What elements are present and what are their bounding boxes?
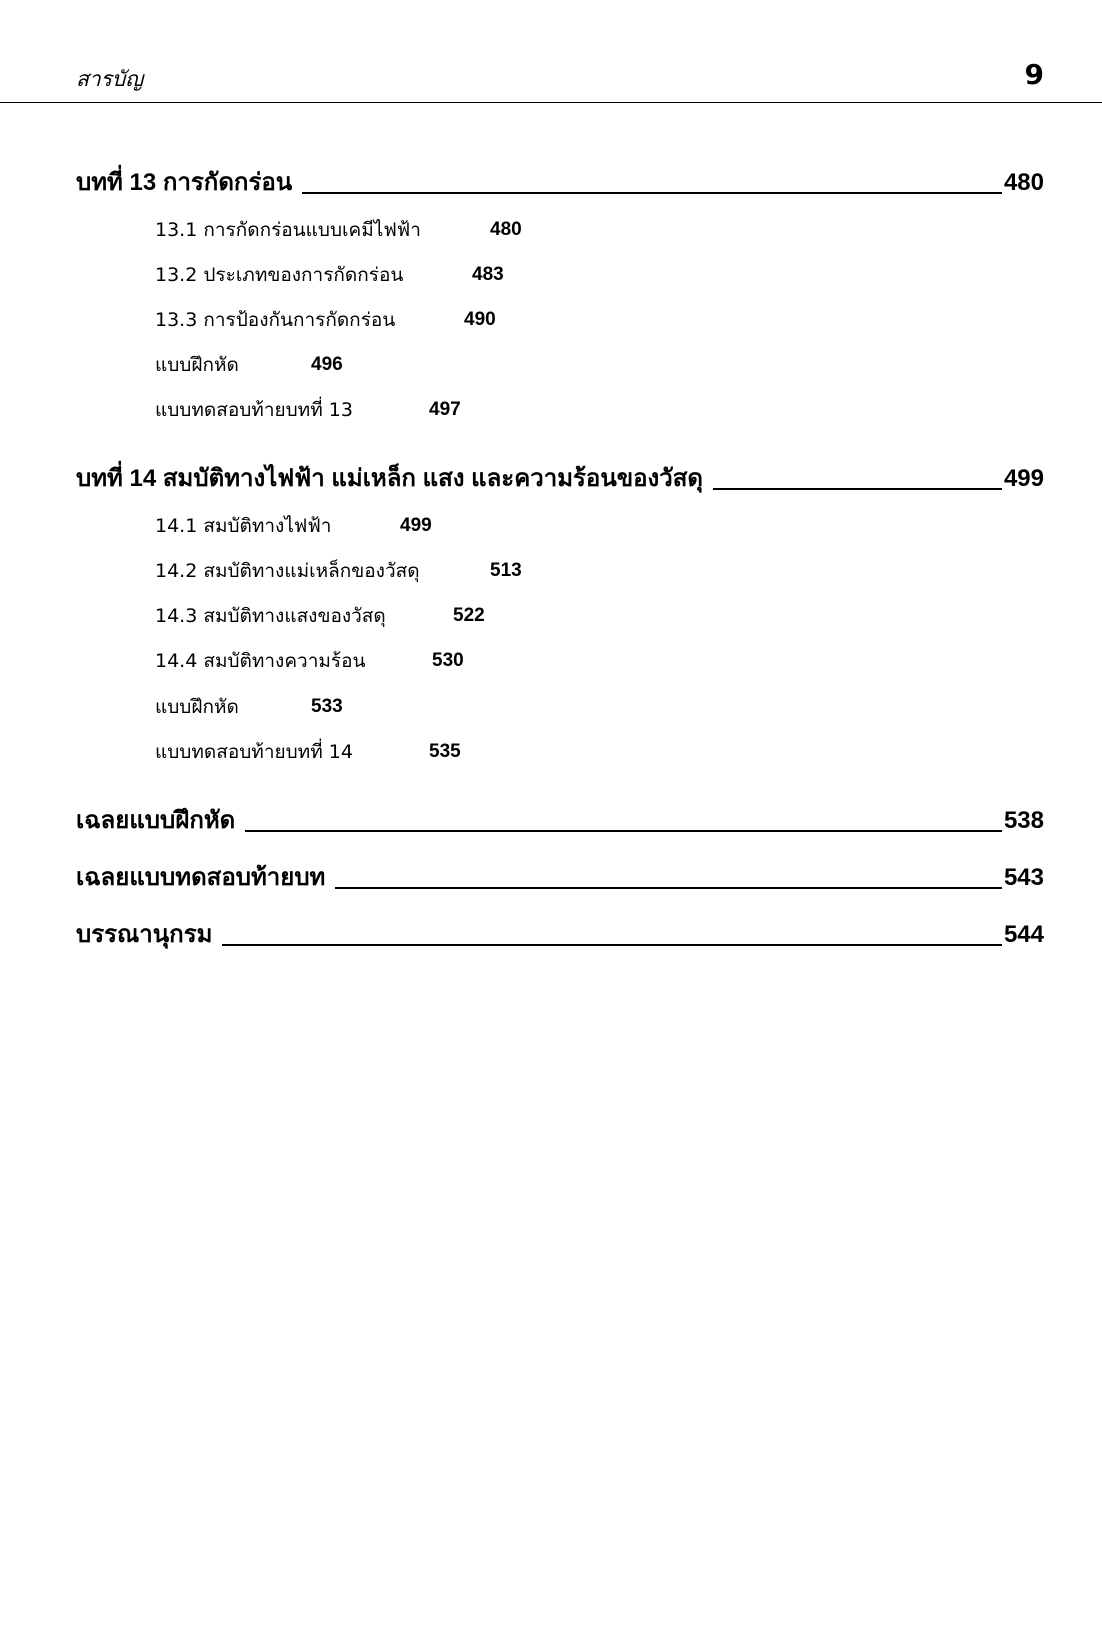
section-page: 483 [472,264,504,285]
section-title: แบบทดสอบท้ายบทที่ 14 [155,741,353,763]
section-page: 499 [400,515,432,536]
toc-chapter-13[interactable] [76,168,1044,198]
section-page: 522 [453,605,485,626]
toc-bibliography[interactable] [76,920,1044,950]
toc-chapter-14[interactable] [76,464,1044,494]
section-title: แบบฝึกหัด [155,696,239,718]
section-title: 13.1 การกัดกร่อนแบบเคมีไฟฟ้า [155,219,421,241]
page-number: 9 [1024,58,1044,91]
section-title: 14.1 สมบัติทางไฟฟ้า [155,515,332,537]
toc-answer-key-tests[interactable] [76,863,1044,893]
page-header [0,0,1102,103]
chapter-page: 499 [1003,465,1044,492]
section-title: 14.2 สมบัติทางแม่เหล็กของวัสดุ [155,560,420,582]
section-page: 490 [464,309,496,330]
leader-line [245,830,1002,832]
leader-line [713,488,1002,490]
entry-page: 543 [1003,864,1044,891]
running-header-title: สารบัญ [76,67,144,91]
chapter-title: บทที่ 14 สมบัติทางไฟฟ้า แม่เหล็ก แสง และความร้อนของวัสดุ [76,465,703,492]
entry-title: เฉลยแบบทดสอบท้ายบท [76,864,326,891]
entry-title: เฉลยแบบฝึกหัด [76,807,236,834]
chapter-page: 480 [1003,169,1044,196]
section-page: 480 [490,219,522,240]
section-page: 497 [429,399,461,420]
section-title: 13.2 ประเภทของการกัดกร่อน [155,264,404,286]
section-page: 533 [311,696,343,717]
entry-page: 538 [1003,807,1044,834]
toc-answer-key-exercises[interactable] [76,806,1044,836]
leader-line [222,944,1002,946]
entry-page: 544 [1003,921,1044,948]
leader-line [302,192,1002,194]
section-title: แบบฝึกหัด [155,354,239,376]
section-title: 13.3 การป้องกันการกัดกร่อน [155,309,396,331]
chapter-title: บทที่ 13 การกัดกร่อน [76,169,293,196]
leader-line [335,887,1002,889]
section-page: 530 [432,650,464,671]
section-title: 14.3 สมบัติทางแสงของวัสดุ [155,605,386,627]
section-title: แบบทดสอบท้ายบทที่ 13 [155,399,353,421]
section-page: 513 [490,560,522,581]
section-page: 535 [429,741,461,762]
section-title: 14.4 สมบัติทางความร้อน [155,650,366,672]
section-page: 496 [311,354,343,375]
entry-title: บรรณานุกรม [76,921,213,948]
